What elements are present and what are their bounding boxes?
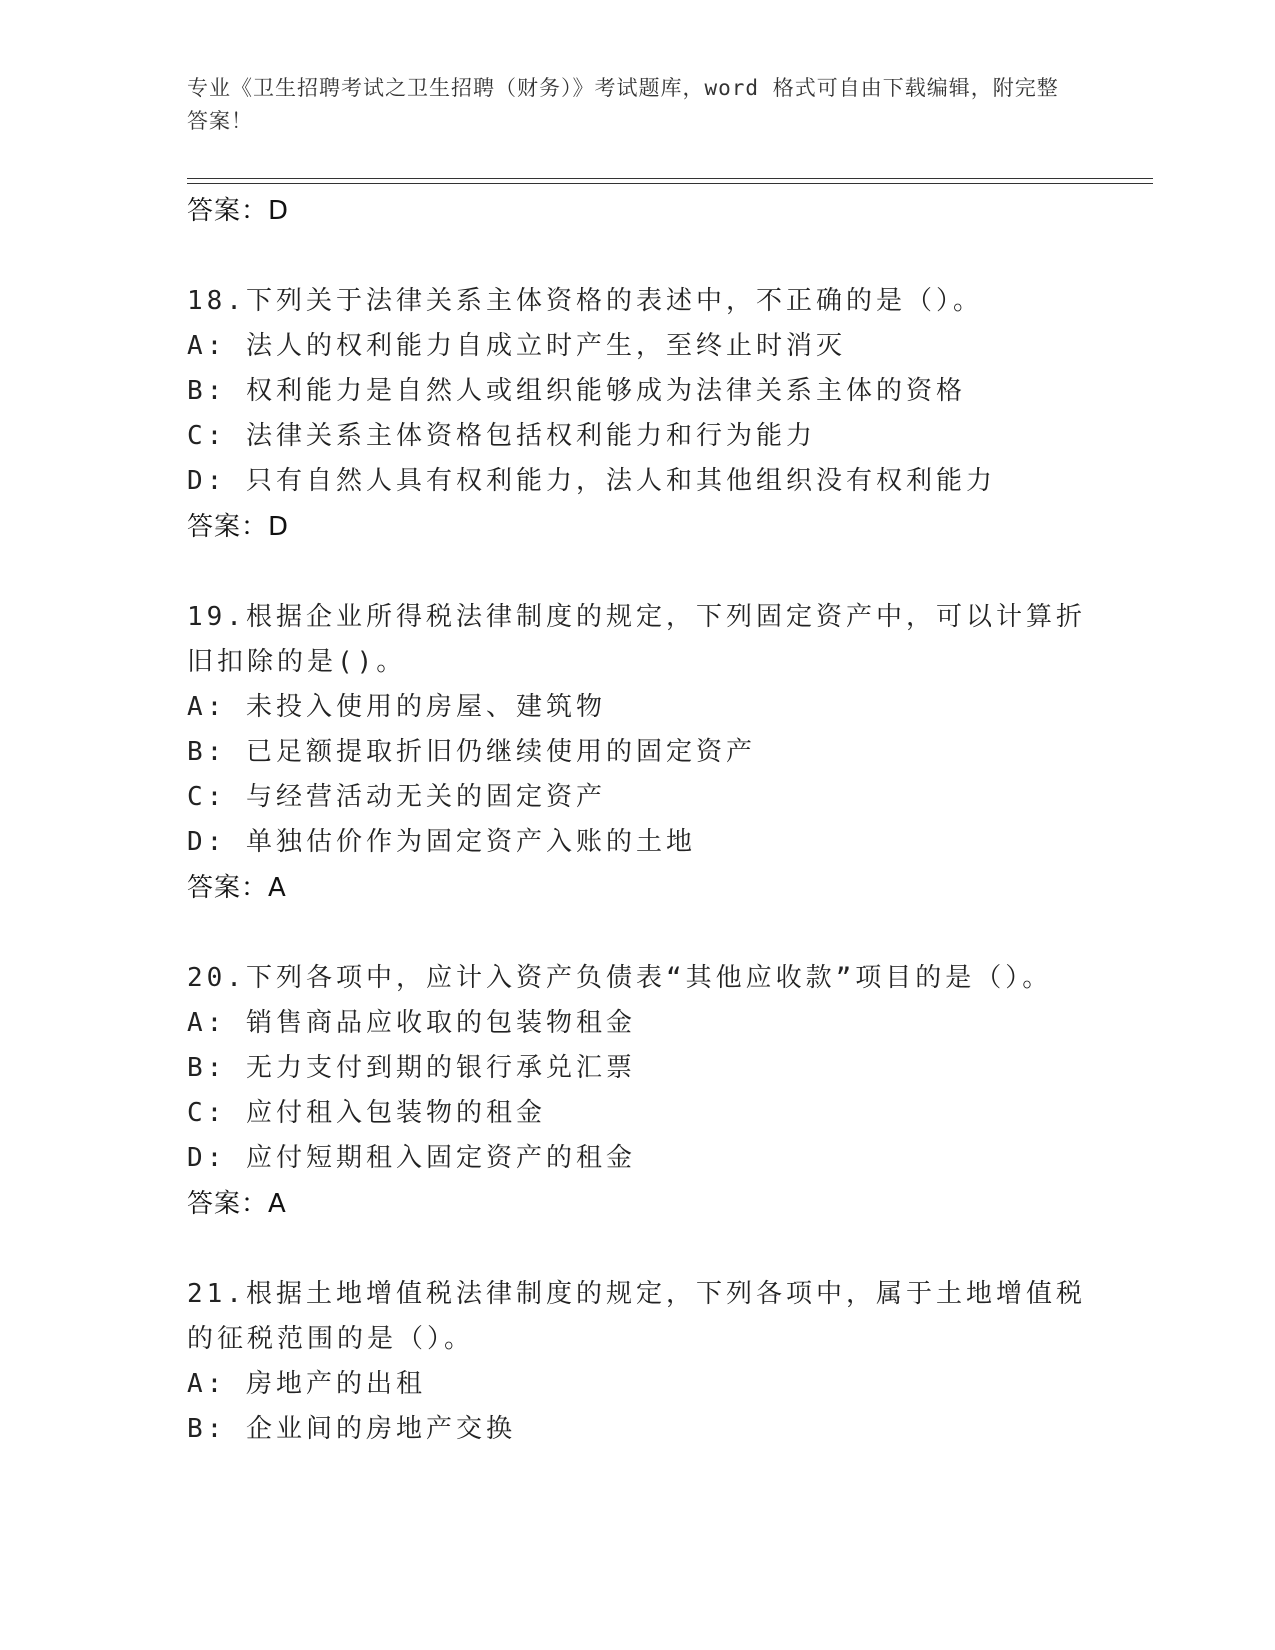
- option-d: D: 单独估价作为固定资产入账的土地: [187, 827, 696, 857]
- question-block: [187, 279, 1087, 550]
- question-list: [187, 188, 1087, 1452]
- answer-line: 答案：D: [187, 196, 290, 226]
- spacer: [187, 550, 1087, 595]
- answer-line: 答案：A: [187, 1189, 287, 1219]
- spacer: [187, 234, 1087, 279]
- option-c: C: 法律关系主体资格包括权利能力和行为能力: [187, 421, 816, 451]
- option-a: A: 房地产的出租: [187, 1369, 426, 1399]
- spacer: [187, 911, 1087, 956]
- question-stem: 21.根据土地增值税法律制度的规定，下列各项中，属于土地增值税的征税范围的是（）。: [187, 1279, 1086, 1354]
- option-a: A: 销售商品应收取的包装物租金: [187, 1008, 636, 1038]
- document-header: 专业《卫生招聘考试之卫生招聘（财务）》考试题库，word 格式可自由下载编辑，附完整答案！: [187, 76, 1059, 133]
- option-d: D: 应付短期租入固定资产的租金: [187, 1143, 636, 1173]
- answer-line: 答案：A: [187, 873, 287, 903]
- option-b: B: 企业间的房地产交换: [187, 1414, 516, 1444]
- option-b: B: 无力支付到期的银行承兑汇票: [187, 1053, 636, 1083]
- option-a: A: 未投入使用的房屋、建筑物: [187, 692, 606, 722]
- question-stem: 20.下列各项中，应计入资产负债表“其他应收款”项目的是（）。: [187, 963, 1053, 993]
- question-stem: 18.下列关于法律关系主体资格的表述中，不正确的是（）。: [187, 286, 983, 316]
- option-c: C: 与经营活动无关的固定资产: [187, 782, 606, 812]
- header-divider-top: [187, 178, 1153, 179]
- question-stem: 19.根据企业所得税法律制度的规定，下列固定资产中，可以计算折旧扣除的是()。: [187, 602, 1086, 677]
- option-c: C: 应付租入包装物的租金: [187, 1098, 546, 1128]
- option-b: B: 权利能力是自然人或组织能够成为法律关系主体的资格: [187, 376, 966, 406]
- answer-line: 答案：D: [187, 512, 290, 542]
- question-block: [187, 1272, 1087, 1452]
- header-divider-bottom: [187, 183, 1153, 184]
- question-block: [187, 595, 1087, 911]
- option-a: A: 法人的权利能力自成立时产生，至终止时消灭: [187, 331, 846, 361]
- spacer: [187, 1227, 1087, 1272]
- option-d: D: 只有自然人具有权利能力，法人和其他组织没有权利能力: [187, 466, 996, 496]
- question-block: [187, 956, 1087, 1227]
- option-b: B: 已足额提取折旧仍继续使用的固定资产: [187, 737, 756, 767]
